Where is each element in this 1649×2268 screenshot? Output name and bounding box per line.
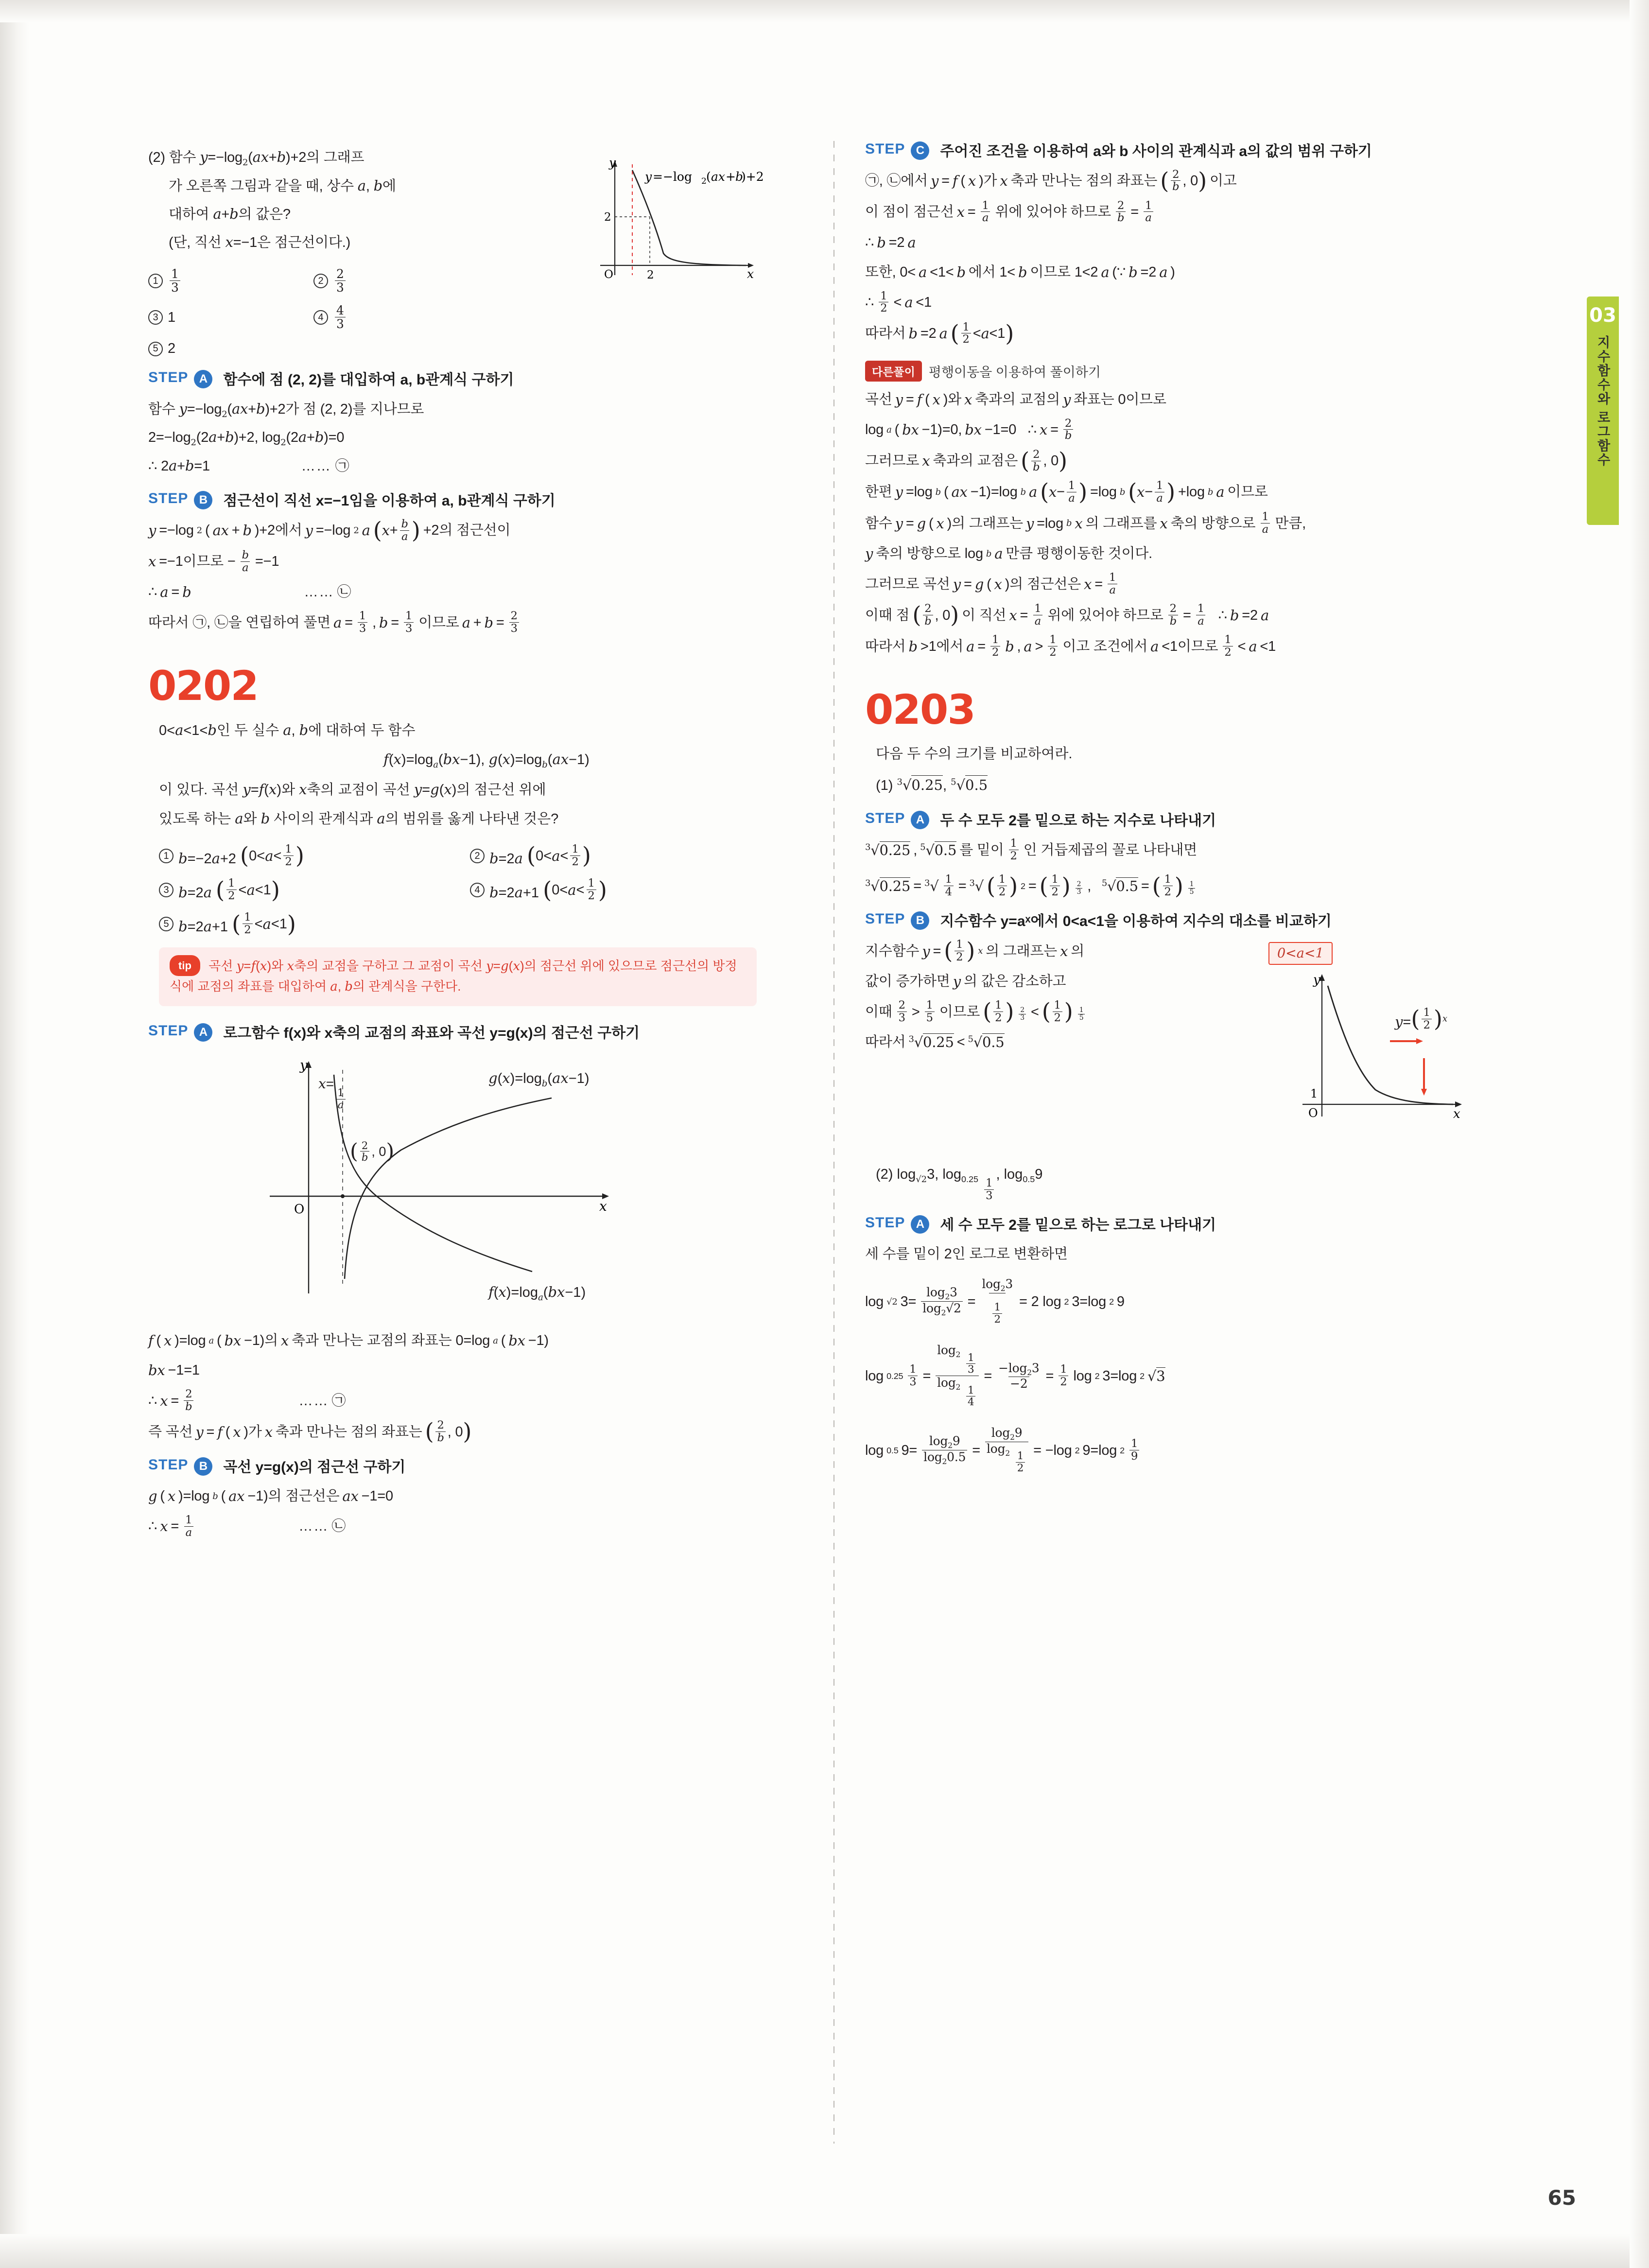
step-word: STEP — [865, 141, 905, 157]
q0201-stepA-header — [148, 369, 814, 391]
step-title: 두 수 모두 2를 밑으로 하는 지수로 나타내기 — [940, 812, 1216, 829]
choice-2[interactable]: 2 b=2a ( 0< a < $\frac{1}{2}$ ) — [470, 844, 591, 868]
intersection-point-label: ( $\frac{2}{b}$ , 0 ) — [350, 1139, 395, 1164]
page-content — [122, 141, 1531, 2163]
chapter-number: 03 — [1589, 304, 1616, 327]
choice-3[interactable]: 3 1 — [148, 304, 313, 331]
tip-text: 곡선 y=f(x)와 x축의 교점을 구하고 그 교점이 곡선 y=g(x)의 점근선 위에 있으므로 점근선의 방정식에 교점의 좌표를 대입하여 a, b의 관계식을 구한다. — [170, 958, 737, 994]
svg-text:O: O — [604, 268, 613, 281]
alt-solution-body: 곡선 y = f ( x )와 x 축과의 교점의 y 좌표는 0이므로 log a ( bx −1)=0, bx −1=0 ∴ x = $\frac{2}{b}$ 그러므로 x 축과의 교점은 ( $\frac{2}{b}$ , 0 ) 한편 y =log b ( ax −1)=log b a ( x − $\frac{1}{a}$ ) =log b ( x − $\frac{1}{a}$ ) +log b a 이므로 함수 y = g ( x )의 그래프는 y =log b x 의 그래프를 x 축의 방향으로 $\frac{1}{a}$ 만큼, y 축의 방향으로 log b a 만큼 평행이동한 것이다. 그러므로 곡선 y = g ( x )의 점근선은 x = $\frac{1}{a}$ 이때 점 ( $\frac{2}{b}$ , 0 ) 이 직선 x = $\frac{1}{a}$ 위에 있어야 하므로 $\frac{2}{b}$ = $\frac{1}{a}$ ∴ b =2 a 따라서 b >1에서 a = $\frac{1}{2}$ b , a > $\frac{1}{2}$ 이고 조건에서 a <1이므로 $\frac{1}{2}$ < a <1 — [865, 391, 1306, 659]
choice-2[interactable]: 2 $\frac{2}{3}$ — [313, 268, 347, 295]
q0203-stepA1-header — [865, 810, 1531, 832]
svg-text:x: x — [599, 1198, 607, 1215]
q0202-graph — [148, 1050, 814, 1323]
svg-text:2: 2 — [701, 176, 707, 186]
q0203-stepA1-body: $^3$√0.25 , $^5$√0.5 를 밑이 $\frac{1}{2}$ 인 거듭제곱의 꼴로 나타내면 $^3$√0.25 = $^3$√ $\frac{1}{4}$ = $^3$√ ( $\frac{1}{2}$ ) 2 = ( $\frac{1}{2}$ ) $\frac{2}{3}$ , $^5$√0.5 = ( $\frac{1}{2}$ ) $\frac{1}{5}$ — [865, 837, 1198, 899]
choice-5[interactable]: 5 2 — [148, 341, 518, 357]
choice-number: 3 — [159, 883, 174, 897]
choice-number: 3 — [148, 310, 163, 325]
step-word: STEP — [148, 369, 189, 386]
q0203-curve-label: y= ( $\frac{1}{2}$ ) $^x$ — [1395, 1006, 1448, 1032]
step-badge: A — [194, 1023, 212, 1042]
step-title: 곡선 y=g(x)의 점근선 구하기 — [223, 1459, 406, 1476]
step-word: STEP — [865, 1215, 905, 1231]
choice-number: 4 — [470, 883, 485, 897]
step-badge: B — [911, 911, 929, 930]
q0203-stepA2-header — [865, 1215, 1531, 1236]
choice-number: 5 — [159, 917, 174, 931]
alt-solution-header — [865, 361, 1531, 382]
step-badge: B — [194, 1457, 212, 1476]
choice-number: 1 — [159, 849, 174, 863]
svg-text:O: O — [1308, 1106, 1318, 1120]
choice-number: 5 — [148, 342, 163, 356]
choice-5[interactable]: 5 b=2a+1 ( $\frac{1}{2}$ < a <1 ) — [159, 912, 814, 936]
svg-text:2: 2 — [647, 269, 654, 281]
alt-solution-label: 다른풀이 — [865, 361, 922, 382]
step-badge: A — [911, 1215, 929, 1234]
svg-text:x: x — [747, 267, 754, 281]
choice-4[interactable]: 4 b=2a+1 ( 0< a < $\frac{1}{2}$ ) — [470, 878, 607, 902]
q0202-stepC-body: ㉠, ㉡에서 y = f ( x )가 x 축과 만나는 점의 좌표는 ( $\frac{2}{b}$ , 0 ) 이고 이 점이 점근선 x = $\frac{1}{a}$ 위에 있어야 하므로 $\frac{2}{b}$ = $\frac{1}{a}$ ∴ b =2 a 또한, 0< a <1< b 에서 1< b 이므로 1<2 a (∵ b =2 a ) ∴ $\frac{1}{2}$ < a <1 따라서 b =2 a ( $\frac{1}{2}$ < a <1 ) — [865, 167, 1237, 347]
step-badge: A — [911, 811, 929, 829]
question-number-0202: 0202 — [148, 662, 258, 710]
page-edge-right — [1630, 0, 1649, 2268]
tip-box — [159, 947, 757, 1006]
svg-text:2: 2 — [604, 211, 611, 224]
svg-text:O: O — [294, 1202, 305, 1217]
page-number: 65 — [1547, 2186, 1576, 2210]
step-badge: B — [194, 491, 212, 509]
step-title: 주어진 조건을 이용하여 a와 b 사이의 관계식과 a의 값의 범위 구하기 — [940, 143, 1372, 159]
step-badge: C — [911, 141, 929, 160]
svg-text:1: 1 — [1310, 1086, 1318, 1100]
choice-number: 4 — [313, 310, 328, 325]
q0201-part2 — [148, 146, 814, 357]
choice-1[interactable]: 1 b=−2a+2 ( 0< a < $\frac{1}{2}$ ) — [159, 844, 470, 868]
range-note: 0<a<1 — [1268, 942, 1333, 965]
choice-1[interactable]: 1 $\frac{1}{3}$ — [148, 268, 313, 295]
step-title: 지수함수 y=aˣ에서 0<a<1을 이용하여 지수의 대소를 비교하기 — [940, 913, 1332, 930]
q0201-stepB-header — [148, 490, 814, 512]
step-word: STEP — [865, 911, 905, 927]
page-edge-left — [0, 0, 29, 2268]
svg-text:y: y — [609, 156, 616, 170]
svg-text:x: x — [1453, 1106, 1460, 1121]
svg-text:y: y — [645, 170, 652, 184]
choice-4[interactable]: 4 $\frac{4}{3}$ — [313, 304, 347, 331]
q0202-stepB-header — [148, 1457, 814, 1478]
svg-text:y: y — [1313, 972, 1320, 987]
step-word: STEP — [148, 490, 189, 507]
choice-number: 1 — [148, 274, 163, 288]
choice-3[interactable]: 3 b=2a ( $\frac{1}{2}$ < a <1 ) — [159, 878, 470, 902]
q0202-choices — [159, 839, 814, 936]
left-column — [148, 141, 814, 1546]
f-curve-label: $f(x)=\log_a(bx-1)$ — [488, 1284, 586, 1303]
alt-solution-title: 평행이동을 이용하여 풀이하기 — [928, 365, 1101, 380]
q0203-stepB1-header — [865, 911, 1531, 932]
q0202-stepA-header — [148, 1023, 814, 1044]
page-edge-bottom — [0, 2234, 1649, 2268]
q0203-sub1: (1) $^3$√0.25, $^5$√0.5 — [876, 773, 1531, 798]
column-divider — [833, 141, 834, 2144]
step-title: 점근선이 직선 x=−1임을 이용하여 a, b관계식 구하기 — [223, 493, 555, 509]
q0201-stepA-body: 함수 $y=-\log_2(ax+b)+2$가 점 (2, 2)를 지나므로 $2=-\log_2(2a+b)+2$, $\log_2(2a+b)=0$ ∴ 2a+b=1 …… ㉠ — [148, 400, 424, 474]
svg-text:(: ( — [706, 170, 711, 184]
step-title: 로그함수 f(x)와 x축의 교점의 좌표와 곡선 y=g(x)의 점근선 구하기 — [223, 1025, 640, 1041]
q0201-stepB-body: y =−log 2 ( ax + b )+2에서 y =−log 2 a ( x + $\frac{b}{a}$ ) +2의 점근선이 x =−1이므로 − $\frac{b}{a}$ =−1 ∴ a = b …… ㉡ 따라서 ㉠, ㉡을 연립하여 풀면 a = $\frac{1}{3}$ , b = $\frac{1}{3}$ 이므로 a + b = $\frac{2}{3}$ — [148, 519, 814, 635]
step-word: STEP — [865, 810, 905, 826]
svg-text:y: y — [300, 1057, 308, 1074]
q0202-stem: 0<a<1<b인 두 실수 a, b에 대하여 두 함수 $f(x)=\log_a(bx-1)$, $g(x)=\log_b(ax-1)$ 이 있다. 곡선 y=f(x)와 x축의 교점이 곡선 y=g(x)의 점근선 위에 있도록 하는 a와 b 사이의 관계식과 a의 범위를 옳게 나타낸 것은? — [159, 722, 590, 827]
step-title: 함수에 점 (2, 2)를 대입하여 a, b관계식 구하기 — [223, 372, 514, 388]
q0202-graph-svg — [148, 1050, 780, 1323]
q0202-stepC-header — [865, 141, 1531, 162]
step-badge: A — [194, 370, 212, 388]
step-word: STEP — [148, 1022, 189, 1039]
svg-text:ax: ax — [711, 170, 726, 184]
svg-text:)+2: )+2 — [741, 170, 764, 184]
q0202-stepB-body: g ( x )=log b ( ax −1)의 점근선은 ax −1=0 ∴ x = $\frac{1}{a}$ …… ㉡ — [148, 1487, 393, 1539]
chapter-title: 지수함수와 로그함수 — [1595, 335, 1610, 467]
q0203-graph — [1244, 968, 1497, 1134]
right-column — [865, 141, 1531, 1481]
chapter-side-tab — [1587, 297, 1619, 525]
g-curve-label: $g(x)=\log_b(ax-1)$ — [488, 1070, 590, 1089]
q0203-stepA2-body: 세 수를 밑이 2인 로그로 변환하면 log √2 3= $\frac{\log_23}{\log_2√2}$ = $\frac{\log_23}{\frac{1}{2}}$ = 2 log 2 3=log 2 9 log 0.25 $\frac{1}{3}$ = $\log_2$ $\frac{1}{3}$ $\log_2$ $\frac{1}{4}$ = $\frac{-\log_23}{-2}$ = $\frac{1}{2}$ log 2 3=log 2 √3 log 0.5 9= $\frac{\log_29}{\log_20.5}$ = $\log_29$ $\log_2$ $\frac{1}{2}$ = −log 2 9=log 2 $\frac{1}{9}$ — [865, 1246, 1165, 1474]
choice-number: 2 — [470, 849, 485, 863]
q0201-graph — [537, 154, 790, 299]
choice-number: 2 — [313, 274, 328, 288]
asymptote-label: x= $\frac{1}{a}$ — [318, 1076, 347, 1111]
q0201-choices — [148, 263, 518, 357]
svg-text:=−log: =−log — [653, 170, 692, 184]
step-word: STEP — [148, 1457, 189, 1473]
page-edge-top — [0, 0, 1649, 22]
svg-text:+: + — [726, 170, 736, 184]
question-number-0203: 0203 — [865, 686, 975, 734]
q0202-stepA-body: f ( x )=log a ( bx −1)의 x 축과 만나는 교점의 좌표는 0=log a ( bx −1) bx −1=1 ∴ x = $\frac{2}{b}$ …… ㉠ 즉 곡선 y = f ( x )가 x 축과 만나는 점의 좌표는 ( $\frac{2}{b}$ , 0 ) — [148, 1332, 549, 1445]
q0203-stepB1-body: 지수함수 y = ( $\frac{1}{2}$ ) x 의 그래프는 x 의 값이 증가하면 y 의 값은 감소하고 이때 $\frac{2}{3}$ > $\frac{1}{5}$ 이므로 ( $\frac{1}{2}$ ) $\frac{2}{3}$ < ( $\frac{1}{2}$ ) $\frac{1}{5}$ 따라서 $^3$√0.25 < $^5$√0.5 0<a<1 y x O 1 y= ( $\frac{1}{2}$ ) $^x$ — [865, 939, 1531, 1143]
step-title: 세 수 모두 2를 밑으로 하는 로그로 나타내기 — [940, 1217, 1216, 1233]
q0201-stem: (2) 함수 $y=-\log_2(ax+b)+2$의 그래프 가 오른쪽 그림과 같을 때, 상수 a, b에 대하여 a+b의 값은? (단, 직선 x=−1은 점근선이다.) — [148, 149, 396, 250]
tip-pill: tip — [170, 955, 200, 976]
q0203-stem: 다음 두 수의 크기를 비교하여라. — [876, 746, 1073, 762]
q0203-sub2: (2) $\log_{√2}3$, $\log_{0.25}$ $\frac{1}{3}$ , $\log_{0.5}9$ — [876, 1166, 1043, 1202]
svg-text:b: b — [735, 170, 744, 184]
